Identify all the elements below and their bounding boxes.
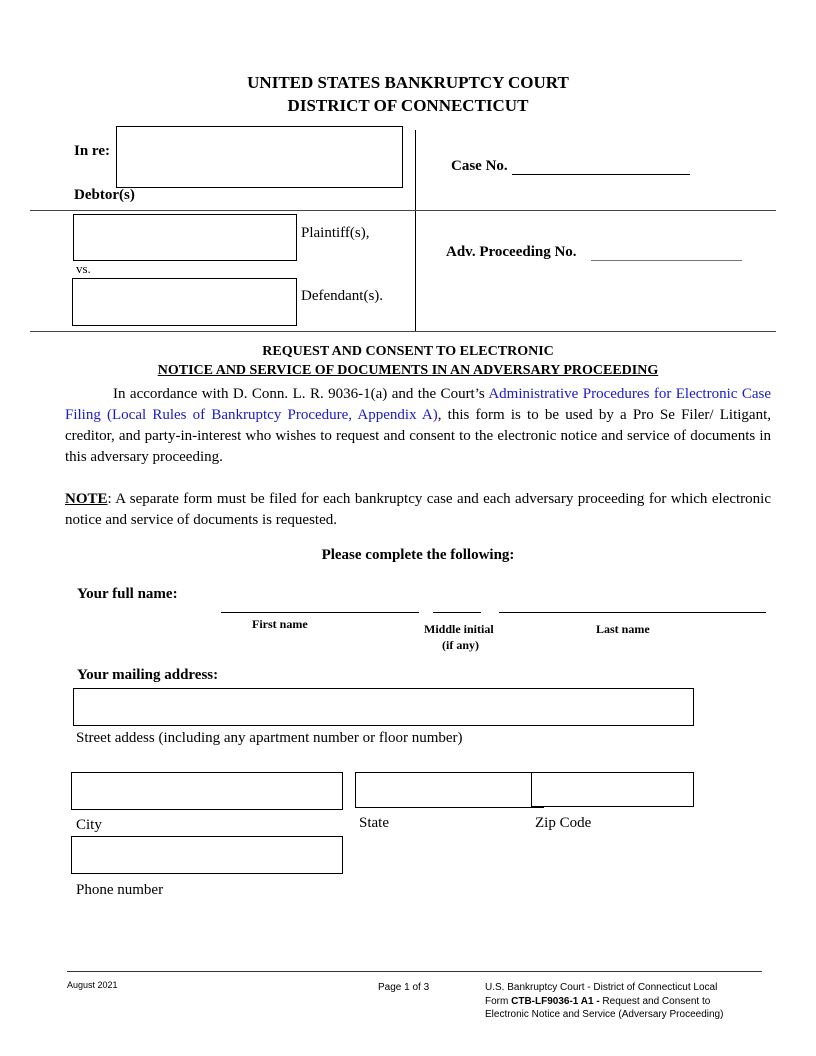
debtors-label: Debtor(s) bbox=[74, 187, 135, 203]
middle-initial-note: (if any) bbox=[442, 638, 479, 652]
phone-number-field[interactable] bbox=[71, 836, 343, 874]
phone-number-label: Phone number bbox=[76, 882, 164, 898]
footer-form-info bbox=[485, 981, 723, 1022]
admin-procedures-link[interactable]: Administrative Procedures for Electronic Case Filing (Local Rules of Bankruptcy Procedure, Appendix A) bbox=[65, 386, 771, 423]
defendant-field[interactable] bbox=[72, 278, 297, 326]
footer-line1: U.S. Bankruptcy Court - District of Connecticut Local bbox=[485, 982, 718, 993]
note-label: NOTE bbox=[65, 491, 108, 507]
middle-initial-label: Middle initial bbox=[424, 622, 494, 636]
full-name-label: Your full name: bbox=[77, 586, 178, 602]
adv-no-field[interactable] bbox=[591, 260, 742, 262]
plaintiff-field[interactable] bbox=[73, 214, 297, 261]
footer-page: Page 1 of 3 bbox=[378, 982, 430, 993]
court-name: UNITED STATES BANKRUPTCY COURT bbox=[247, 73, 569, 92]
last-name-label: Last name bbox=[596, 622, 650, 636]
footer-form-number: CTB-LF9036-1 A1 - bbox=[511, 995, 600, 1007]
middle-initial-field[interactable] bbox=[433, 612, 481, 614]
footer-line2-post: Request and Consent to bbox=[599, 995, 711, 1007]
mailing-address-label: Your mailing address: bbox=[77, 667, 219, 683]
vs-label: vs. bbox=[76, 261, 91, 276]
state-label: State bbox=[359, 815, 389, 831]
footer-line2 bbox=[485, 995, 723, 1009]
first-name-field[interactable] bbox=[221, 612, 419, 614]
district-name: DISTRICT OF CONNECTICUT bbox=[287, 96, 529, 115]
intro-text: In accordance with D. Conn. L. R. 9036-1(a) and the Court’s bbox=[113, 386, 489, 402]
note-paragraph bbox=[65, 489, 771, 531]
caption-bottom-rule bbox=[30, 331, 776, 332]
last-name-field[interactable] bbox=[499, 612, 766, 614]
intro-paragraph bbox=[65, 384, 771, 468]
form-title-line2: NOTICE AND SERVICE OF DOCUMENTS IN AN ADVERSARY PROCEEDING bbox=[157, 363, 659, 378]
caption-rule bbox=[30, 210, 776, 211]
footer-line3: Electronic Notice and Service (Adversary Proceeding) bbox=[485, 1009, 724, 1020]
case-no-field[interactable] bbox=[512, 174, 690, 176]
state-field[interactable] bbox=[355, 772, 544, 808]
plaintiffs-label: Plaintiff(s), bbox=[301, 225, 370, 241]
case-no-label: Case No. bbox=[451, 158, 508, 174]
city-field[interactable] bbox=[71, 772, 343, 810]
adv-no-label: Adv. Proceeding No. bbox=[446, 244, 577, 260]
zip-code-label: Zip Code bbox=[535, 815, 592, 831]
zip-code-field[interactable] bbox=[531, 772, 694, 807]
city-label: City bbox=[76, 817, 102, 833]
defendants-label: Defendant(s). bbox=[301, 288, 384, 304]
caption-divider bbox=[415, 130, 416, 332]
footer-date: August 2021 bbox=[67, 980, 118, 990]
form-title-line1: REQUEST AND CONSENT TO ELECTRONIC bbox=[262, 344, 554, 359]
in-re-label: In re: bbox=[74, 143, 110, 159]
footer-rule bbox=[67, 971, 762, 972]
footer-line2-pre: Form bbox=[485, 995, 512, 1007]
note-text: : A separate form must be filed for each bankruptcy case and each adversary proceeding for which electronic notice and service of documents is requested. bbox=[65, 491, 771, 528]
street-address-label: Street addess (including any apartment number or floor number) bbox=[76, 730, 463, 746]
first-name-label: First name bbox=[252, 617, 308, 631]
street-address-field[interactable] bbox=[73, 688, 694, 726]
instructions: Please complete the following: bbox=[321, 547, 515, 563]
debtor-name-field[interactable] bbox=[116, 126, 403, 188]
intro-text-end: , this form is to be used by a Pro Se Filer/ Litigant, creditor, and party-in-interest who wishes to request and consent to the electronic notice and service of documents in this adversary proceeding. bbox=[65, 407, 771, 465]
